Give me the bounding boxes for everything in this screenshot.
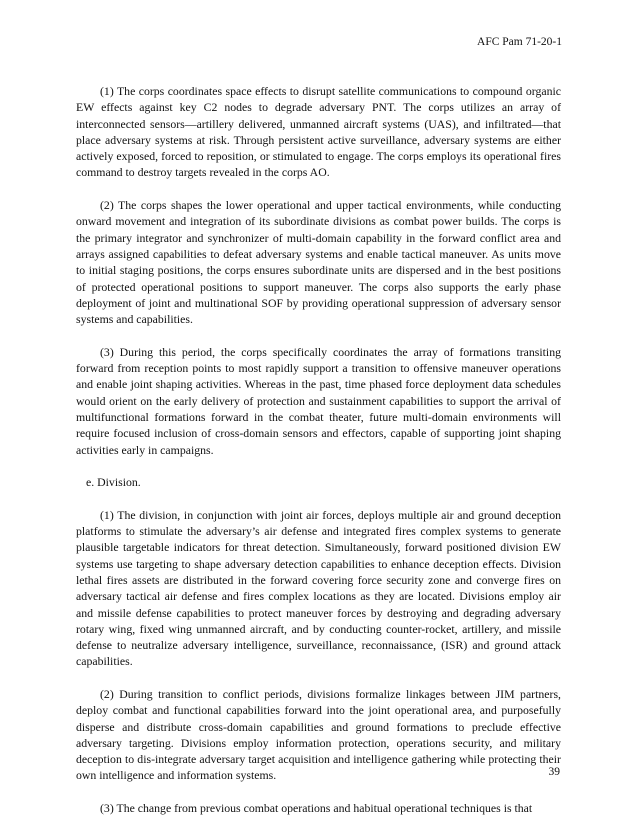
corps-paragraph-3: (3) During this period, the corps specifically coordinates the array of formations transiting forward from reception points to most rapidly support a transition to offensive maneuver operations and enable joint shaping activities. Whereas in the past, time phased force deployment data schedules would orient on the early delivery of protection and sustainment capabilities to support the arrival of multifunctional formations forward in the combat theater, future multi-domain environments will require focused inclusion of cross-domain sensors and effectors, capable of supporting joint shaping activities early in campaigns.	[76, 344, 561, 457]
page-number: 39	[548, 766, 560, 778]
corps-paragraph-2: (2) The corps shapes the lower operational and upper tactical environments, while conducting onward movement and integration of its subordinate divisions as combat power builds. The corps is the primary integrator and synchronizer of multi-domain capability in the forward conflict area and arrays assigned capabilities to defeat adversary systems and enable tactical maneuver. As units move to initial staging positions, the corps ensures subordinate units are dispersed and in the best positions of protected operational positions to support maneuver. The corps also supports the early phase deployment of joint and multinational SOF by providing operational suppression of adversary sensor systems and capabilities.	[76, 198, 561, 327]
document-body	[76, 83, 561, 816]
corps-paragraph-1: (1) The corps coordinates space effects to disrupt satellite communications to compound organic EW effects against key C2 nodes to degrade adversary PNT. The corps utilizes an array of interconnected sensors—artillery delivered, unmanned aircraft systems (UAS), and infiltrated—that place adversary systems at risk. Through persistent active surveillance, adversary systems are either actively exposed, forced to reposition, or stimulated to engage. The corps employs its operational fires command to destroy targets revealed in the corps AO.	[76, 84, 561, 180]
division-paragraph-2: (2) During transition to conflict periods, divisions formalize linkages between JIM partners, deploy combat and functional capabilities forward into the joint operational area, and purposefully disperse and distribute cross-domain capabilities and ground formations to preclude effective adversary targeting. Divisions employ information protection, operations security, and military deception to dis-integrate adversary target acquisition and intelligence gathering while protecting their own intelligence and information systems.	[76, 686, 561, 783]
document-id-header: AFC Pam 71-20-1	[477, 36, 562, 48]
division-paragraph-1: (1) The division, in conjunction with joint air forces, deploys multiple air and ground deception platforms to stimulate the adversary’s air defense and integrated fires complex systems to generate plausible targetable indicators for threat detection. Simultaneously, forward positioned division EW systems use targeting to shape adversary detection capabilities to enhance deception effects. Division lethal fires assets are distributed in the forward covering force security zone and converge fires on adversary tactical air defense and fires complex locations as they are located. Divisions employ air and missile defense capabilities to protect maneuver forces by destroying and degrading adversary rotary wing, fixed wing unmanned aircraft, and by conducting counter-rocket, artillery, and missile defense to neutralize adversary intelligence, surveillance, reconnaissance, (ISR) and ground attack capabilities.	[76, 507, 561, 669]
division-section-heading: e. Division.	[86, 475, 141, 490]
division-paragraph-3: (3) The change from previous combat operations and habitual operational techniques is that	[100, 801, 533, 816]
